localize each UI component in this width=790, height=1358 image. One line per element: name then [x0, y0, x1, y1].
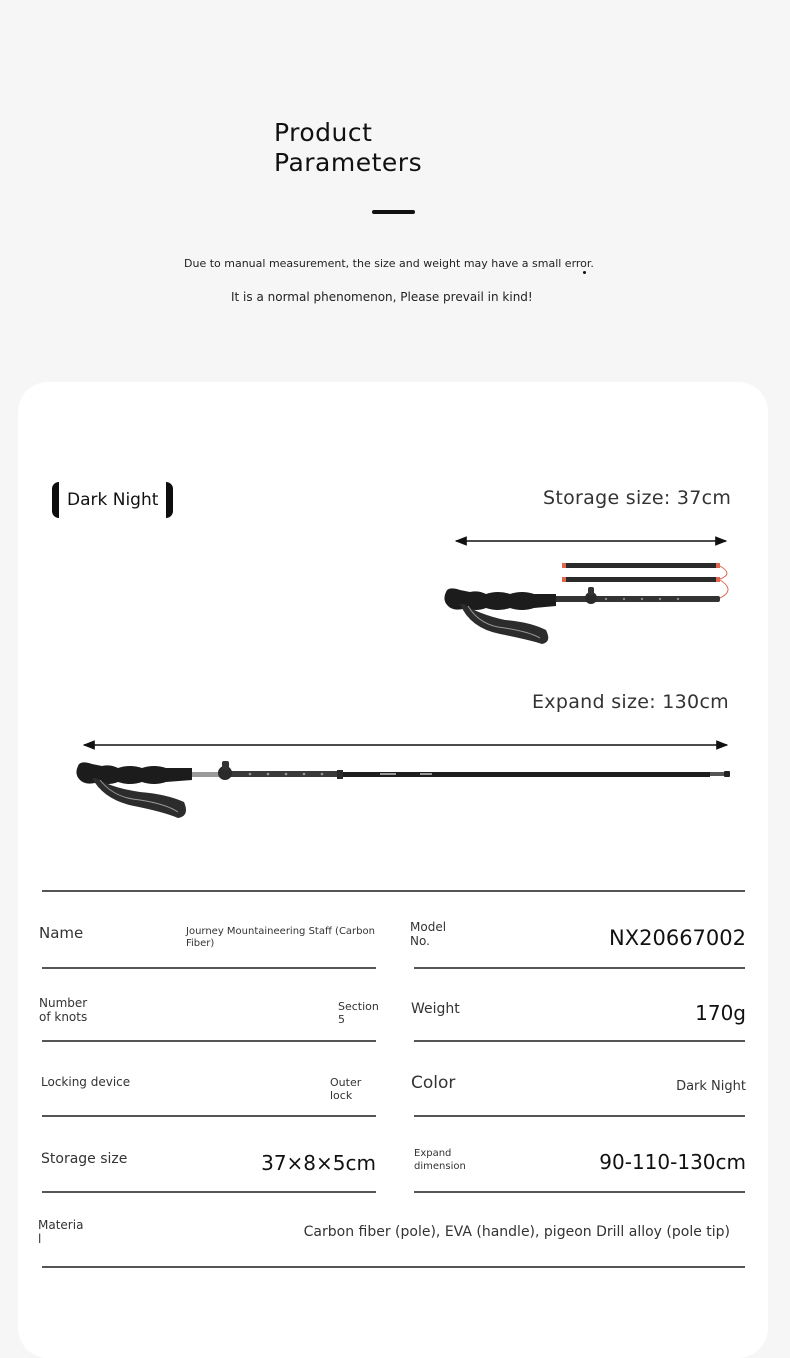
table-rule	[414, 1115, 745, 1117]
model-value: NX20667002	[609, 926, 746, 950]
table-rule	[414, 1040, 745, 1042]
extended-pole	[76, 761, 730, 818]
locking-label: Locking device	[41, 1075, 131, 1089]
title-line-2: Parameters	[274, 148, 423, 177]
material-label	[38, 1218, 83, 1246]
name-value: Journey Mountaineering Staff (Carbon Fiber)	[186, 926, 375, 949]
weight-label: Weight	[411, 1001, 460, 1017]
weight-value: 170g	[695, 1001, 746, 1025]
knots-value-line-1: Section	[338, 1000, 379, 1013]
expand-label-line-1: Expand	[414, 1148, 452, 1159]
knots-value-line-2: 5	[338, 1013, 345, 1026]
knots-value	[338, 1000, 379, 1026]
material-value: Carbon fiber (pole), EVA (handle), pigeon Drill alloy (pole tip)	[303, 1224, 730, 1240]
material-label-line-1: Materia	[38, 1218, 84, 1232]
table-rule	[42, 1040, 376, 1042]
expand-dimension-value: 90-110-130cm	[599, 1150, 746, 1174]
measurement-note-1: Due to manual measurement, the size and weight may have a small error.	[184, 257, 594, 270]
table-rule-top	[42, 890, 745, 892]
expand-dimension-label	[414, 1147, 466, 1173]
locking-value-line-1: Outer	[330, 1076, 362, 1089]
knots-label-line-1: Number	[39, 996, 88, 1010]
model-label-line-2: No.	[410, 934, 430, 948]
storage-size-spec-label: Storage size	[41, 1151, 128, 1167]
table-rule	[42, 1191, 376, 1193]
storage-size-label: Storage size: 37cm	[543, 487, 732, 509]
expand-size-label: Expand size: 130cm	[532, 691, 729, 713]
table-rule	[414, 1191, 745, 1193]
material-label-line-2: l	[38, 1232, 42, 1246]
color-value: Dark Night	[676, 1079, 746, 1094]
knots-label-line-2: of knots	[39, 1010, 88, 1024]
title-line-1: Product	[274, 118, 373, 147]
color-badge-label: Dark Night	[67, 490, 159, 510]
knots-label	[39, 996, 87, 1024]
table-rule	[42, 1115, 376, 1117]
measurement-note-2: It is a normal phenomenon, Please prevail in kind!	[231, 290, 533, 304]
locking-value	[330, 1076, 361, 1102]
table-rule	[414, 967, 745, 969]
name-label: Name	[39, 924, 84, 942]
storage-size-spec-value: 37×8×5cm	[261, 1151, 376, 1175]
table-rule	[42, 967, 376, 969]
folded-pole	[444, 563, 728, 644]
locking-value-line-2: lock	[330, 1089, 353, 1102]
color-label: Color	[411, 1073, 456, 1093]
table-rule-bottom	[42, 1266, 745, 1268]
model-label-line-1: Model	[410, 920, 447, 934]
expand-label-line-2: dimension	[414, 1161, 466, 1172]
model-label	[410, 920, 446, 948]
